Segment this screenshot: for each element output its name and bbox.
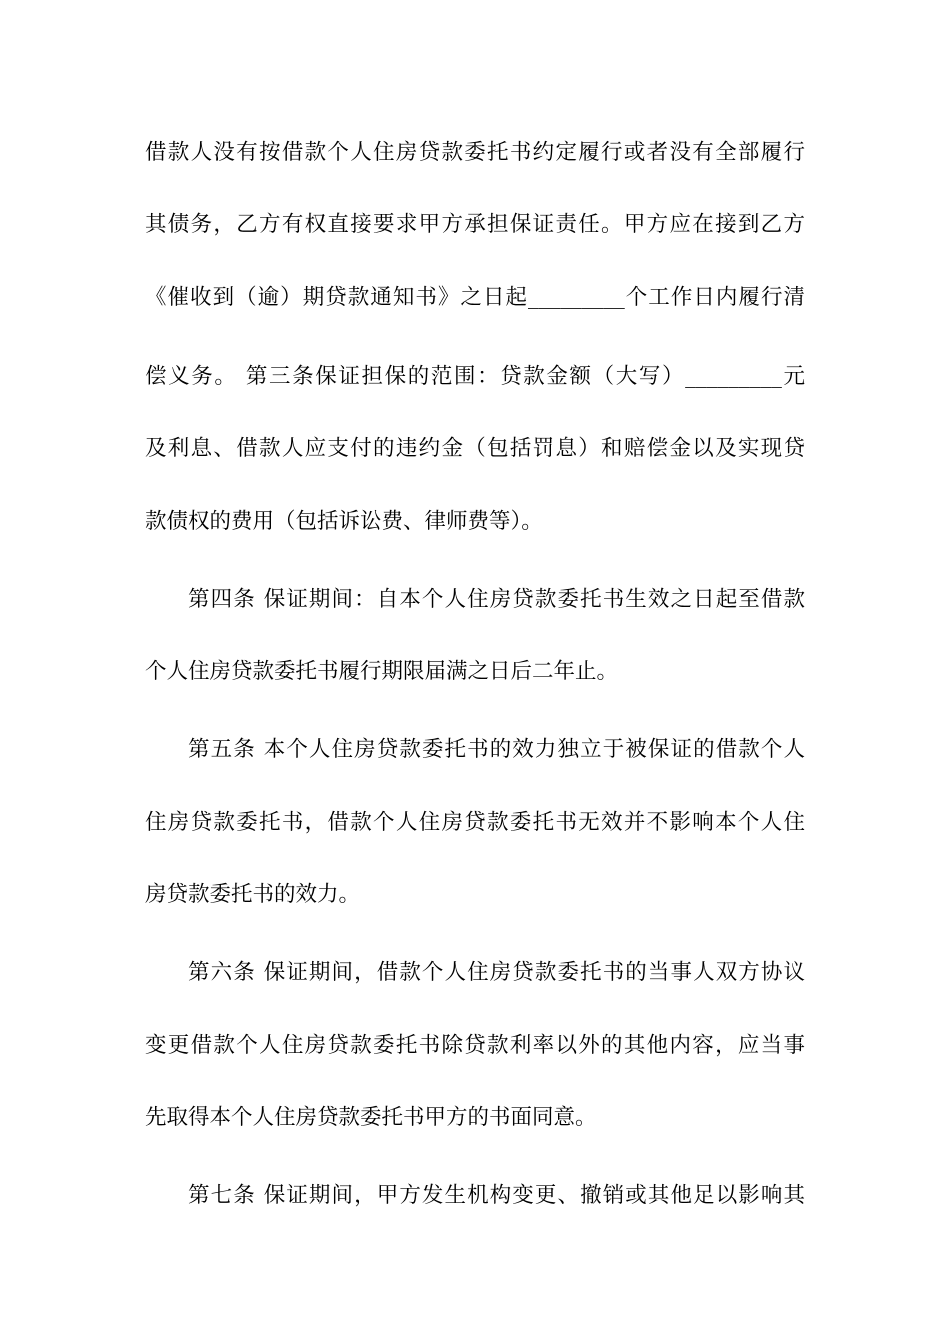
text-line: 借款人没有按借款个人住房贷款委托书约定履行或者没有全部履行 — [145, 140, 805, 165]
text-line: 个人住房贷款委托书履行期限届满之日后二年止。 — [145, 659, 619, 684]
text-line: 住房贷款委托书，借款个人住房贷款委托书无效并不影响本个人住 — [145, 810, 805, 835]
text-line: 及利息、借款人应支付的违约金（包括罚息）和赔偿金以及实现贷 — [145, 436, 805, 461]
text-line: 第五条 本个人住房贷款委托书的效力独立于被保证的借款个人 — [188, 737, 805, 762]
text-line: 房贷款委托书的效力。 — [145, 882, 361, 907]
text-line: 偿义务。 第三条保证担保的范围：贷款金额（大写）_________元 — [145, 364, 805, 389]
text-line: 其债务，乙方有权直接要求甲方承担保证责任。甲方应在接到乙方 — [145, 212, 805, 237]
text-line: 第六条 保证期间，借款个人住房贷款委托书的当事人双方协议 — [188, 960, 805, 985]
text-line: 第七条 保证期间，甲方发生机构变更、撤销或其他足以影响其 — [188, 1183, 805, 1208]
text-line: 变更借款个人住房贷款委托书除贷款利率以外的其他内容，应当事 — [145, 1033, 805, 1058]
text-line: 第四条 保证期间：自本个人住房贷款委托书生效之日起至借款 — [188, 587, 805, 612]
text-line: 《催收到（逾）期贷款通知书》之日起_________个工作日内履行清 — [145, 285, 805, 310]
text-line: 款债权的费用（包括诉讼费、律师费等）。 — [145, 509, 543, 534]
text-line: 先取得本个人住房贷款委托书甲方的书面同意。 — [145, 1105, 597, 1130]
